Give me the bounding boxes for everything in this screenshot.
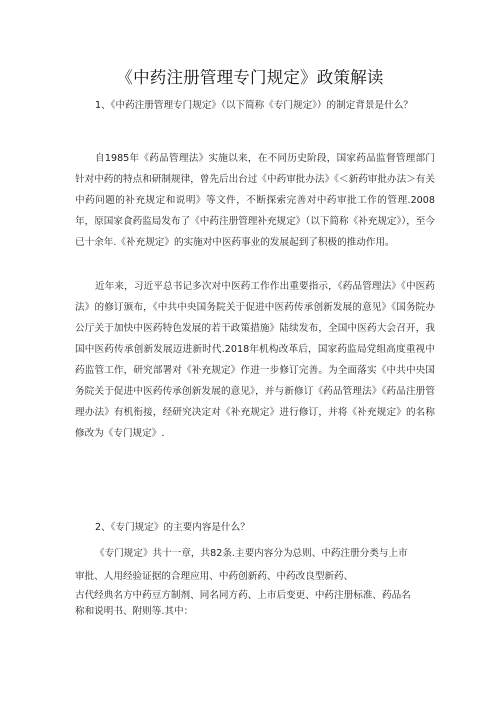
paragraph-2: 近年来，习近平总书记多次对中医药工作作出重要指示，《药品管理法》《中医药法》的修订颁布，《中共中央国务院关于促进中医药传承创新发展的意见》《国务院办公厅关于加快中医药特色发展的若干政策措施》陆续发布，全国中医药大会召开，我国中医药传承创新发展迈进新时代.2018年机构改革后，国家药监局党组高度重视中药监管工作，研究部署对《补充规定》作进一步修订完善。为全面落实《中共中央国务院关于促进中医药传承创新发展的意见》，并与新修订《药品管理法》《药品注册管理办法》有机衔接，经研究决定对《补充规定》进行修订，并将《补充规定》的名称修改为《专门规定》.	[75, 281, 435, 439]
question-2: 2、《专门规定》的主要内容是什么？	[95, 522, 250, 533]
paragraph-3-line-2: 审批、人用经验证据的合理应用、中药创新药、中药改良型新药、	[75, 571, 354, 582]
document-title: 《中药注册管理专门规定》政策解读	[116, 68, 384, 87]
question-1: 1、《中药注册管理专门规定》（以下简称《专门规定》）的制定背景是什么？	[95, 100, 413, 111]
paragraph-3-line-4: 称和说明书、附则等.其中：	[75, 606, 194, 617]
paragraph-1: 自1985年《药品管理法》实施以来，在不同历史阶段，国家药品监督管理部门针对中药的特点和研制规律，曾先后出台过《中药审批办法》《＜新药审批办法＞有关中药问题的补充规定和说明》等文件，不断探索完善对中药审批工作的管理.2008年，原国家食药监局发布了《中药注册管理补充规定》（以下简称《补充规定》），至今已十余年.《补充规定》的实施对中医药事业的发展起到了积极的推动作用。	[75, 153, 435, 248]
paragraph-3-line-1: 《专门规定》共十一章，共82条.主要内容分为总则、中药注册分类与上市	[95, 548, 408, 559]
paragraph-3-line-3: 古代经典名方中药豆方制剂、同名同方药、上市后变更、中药注册标准、药品名	[75, 590, 411, 601]
